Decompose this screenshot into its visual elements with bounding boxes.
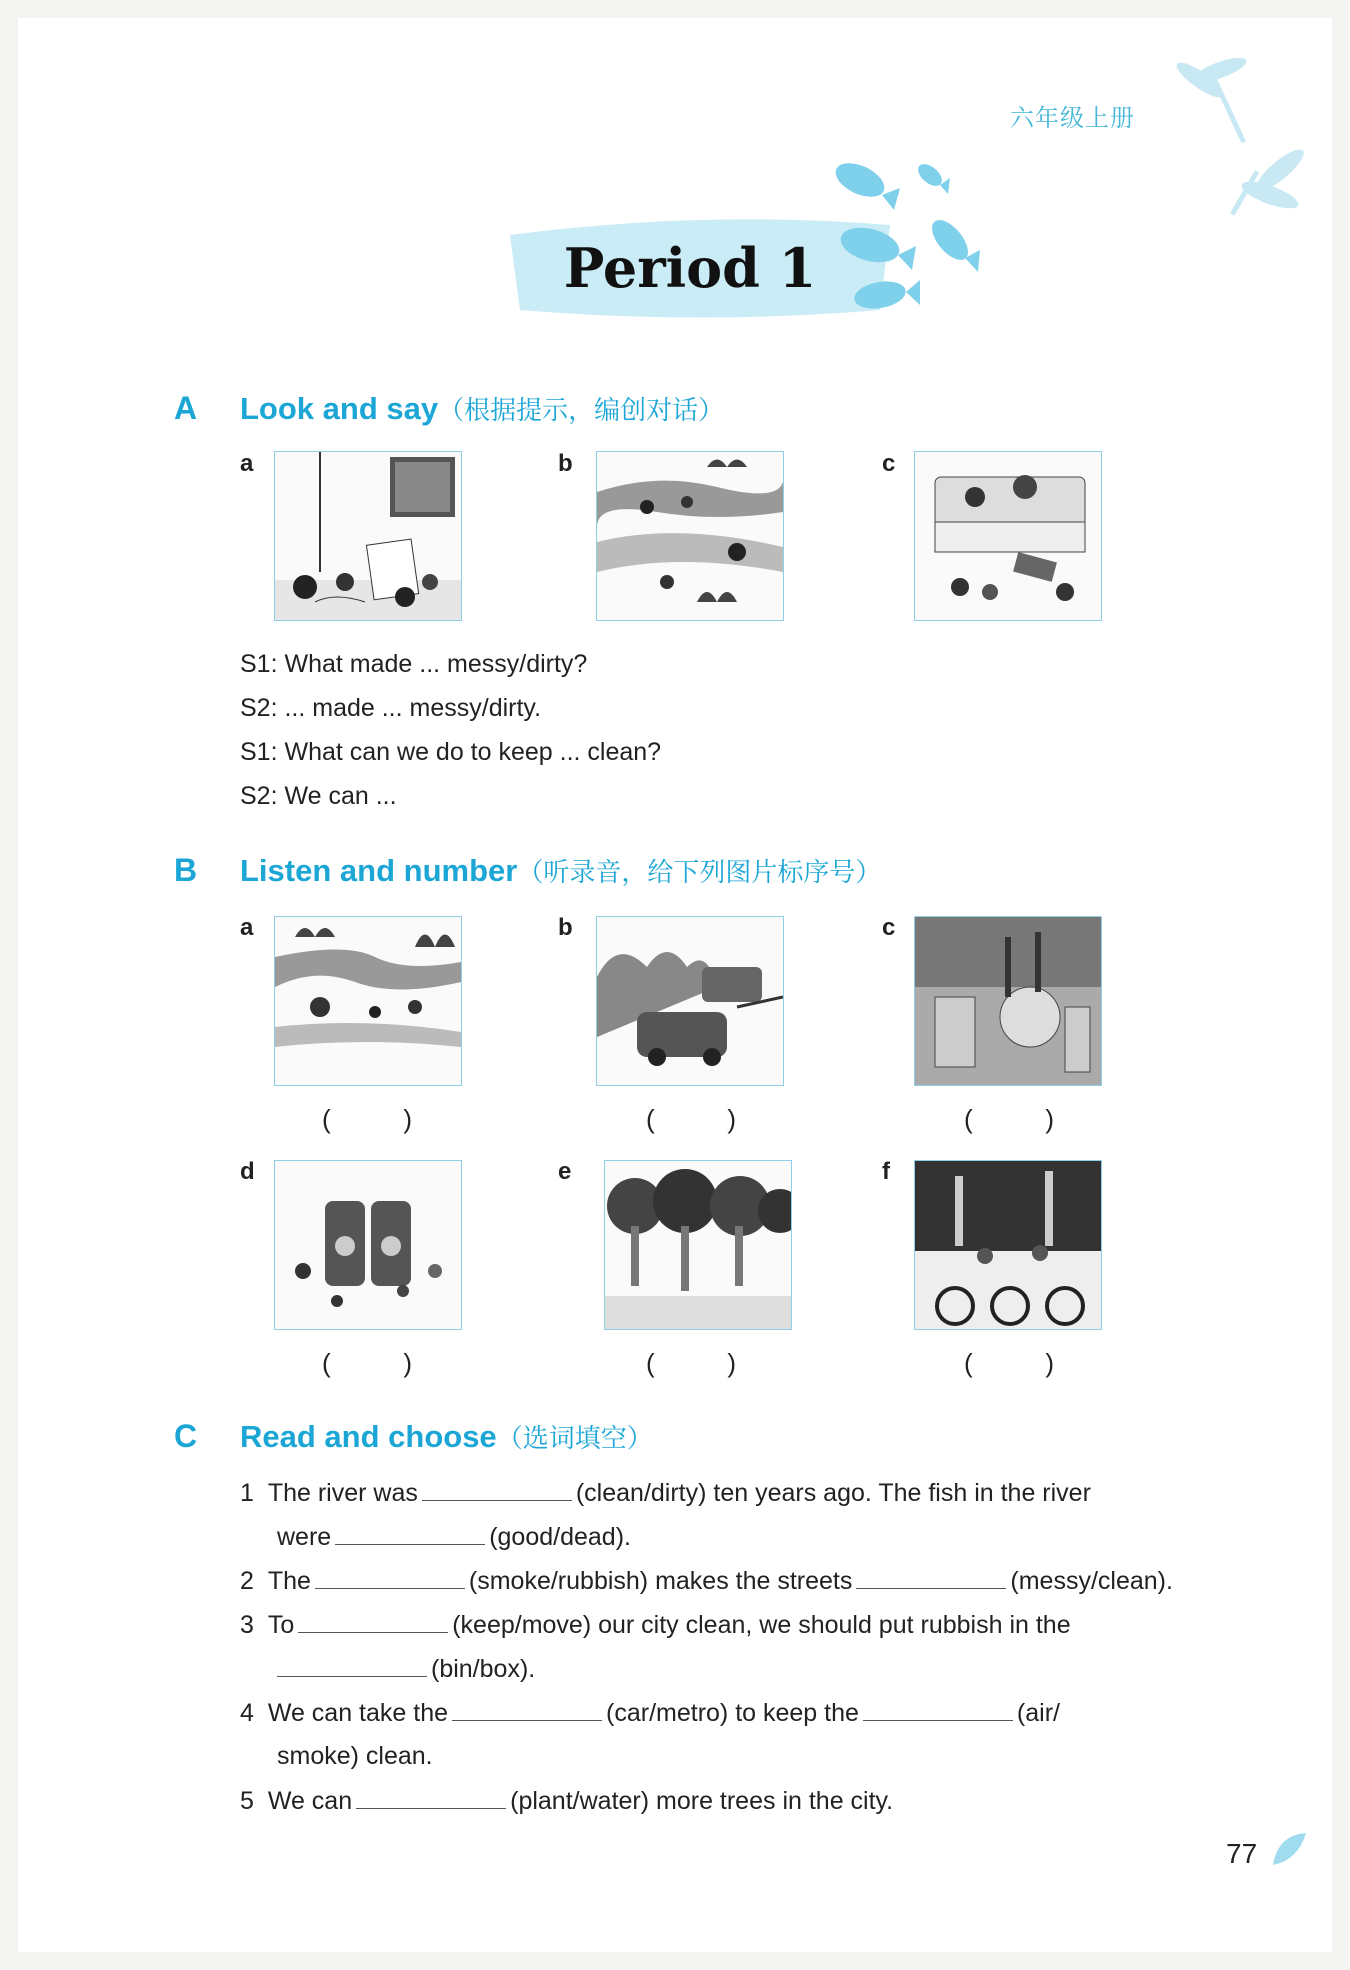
question-line — [240, 1698, 1060, 1728]
trees-icon — [604, 1160, 792, 1330]
section-a-title — [240, 390, 724, 427]
picture-label: f — [882, 1158, 890, 1185]
question-line — [277, 1742, 433, 1771]
question-text: To — [267, 1611, 295, 1639]
factory-icon — [914, 916, 1102, 1086]
paren-close: ) — [403, 1348, 412, 1378]
answer-parentheses[interactable] — [322, 1104, 412, 1135]
answer-blank[interactable] — [335, 1522, 485, 1545]
dialogue-line: S1: What made ... messy/dirty? — [240, 650, 588, 678]
question-text: were — [277, 1523, 332, 1551]
question-text: (keep/move) our city clean, we should put rubbish in the — [452, 1611, 1071, 1639]
paren-open: ( — [646, 1104, 655, 1134]
question-text: The river was — [267, 1479, 418, 1507]
picture-label: d — [240, 1158, 255, 1185]
question-text: The — [267, 1567, 311, 1595]
paren-close: ) — [1045, 1104, 1054, 1134]
section-a-title-text: Look and say — [240, 391, 439, 426]
question-line — [240, 1610, 1071, 1640]
answer-parentheses[interactable] — [322, 1348, 412, 1379]
section-b-subtitle: （听录音，给下列图片标序号） — [517, 857, 882, 887]
messy-bedroom-icon — [914, 451, 1102, 621]
grade-label: 六年级上册 — [1010, 105, 1135, 132]
picture-label: b — [558, 450, 573, 477]
paren-open: ( — [646, 1348, 655, 1378]
dialogue-line: S2: We can ... — [240, 782, 397, 810]
paren-open: ( — [964, 1104, 973, 1134]
paren-close: ) — [403, 1104, 412, 1134]
question-text: (smoke/rubbish) makes the streets — [468, 1567, 853, 1595]
question-number: 4 — [240, 1699, 254, 1727]
answer-parentheses[interactable] — [964, 1348, 1054, 1379]
question-text: We can take the — [267, 1699, 449, 1727]
answer-blank[interactable] — [422, 1478, 572, 1501]
messy-classroom-icon — [274, 451, 462, 621]
question-text: (car/metro) to keep the — [606, 1699, 859, 1727]
question-text: (air/ — [1016, 1699, 1060, 1727]
answer-blank[interactable] — [315, 1566, 465, 1589]
question-line — [277, 1522, 631, 1552]
dialogue-line: S1: What can we do to keep ... clean? — [240, 738, 662, 766]
section-c-subtitle: （选词填空） — [496, 1423, 653, 1453]
paren-open: ( — [322, 1104, 331, 1134]
question-line — [240, 1566, 1173, 1596]
question-number: 5 — [240, 1787, 254, 1815]
paren-close: ) — [727, 1104, 736, 1134]
section-c-title-text: Read and choose — [240, 1419, 497, 1454]
section-b-title — [240, 852, 881, 889]
question-number: 1 — [240, 1479, 254, 1507]
question-line — [240, 1786, 893, 1816]
question-text: (bin/box). — [431, 1655, 536, 1683]
question-text: (plant/water) more trees in the city. — [510, 1787, 894, 1815]
cyclists-icon — [914, 1160, 1102, 1330]
question-text: (clean/dirty) ten years ago. The fish in the river — [575, 1479, 1091, 1507]
answer-blank[interactable] — [298, 1610, 448, 1633]
picture-label: c — [882, 914, 896, 941]
dragonfly-icon — [1160, 40, 1330, 230]
section-b-letter: B — [174, 852, 198, 888]
dialogue-line: S2: ... made ... messy/dirty. — [240, 694, 542, 722]
car-smoke-icon — [596, 916, 784, 1086]
picture-label: e — [558, 1158, 572, 1185]
paren-open: ( — [964, 1348, 973, 1378]
leaf-icon — [1268, 1830, 1308, 1870]
question-text: (messy/clean). — [1010, 1567, 1173, 1595]
picture-label: a — [240, 914, 254, 941]
question-line — [273, 1654, 535, 1684]
picture-label: a — [240, 450, 254, 477]
picture-label: c — [882, 450, 896, 477]
answer-blank[interactable] — [856, 1566, 1006, 1589]
answer-blank[interactable] — [452, 1698, 602, 1721]
fish-icon — [820, 150, 1000, 320]
answer-parentheses[interactable] — [646, 1104, 736, 1135]
section-c-title — [240, 1418, 653, 1455]
dirty-river-icon — [596, 451, 784, 621]
section-c-letter: C — [174, 1418, 198, 1454]
question-text: We can — [267, 1787, 353, 1815]
answer-blank[interactable] — [863, 1698, 1013, 1721]
question-text: smoke) clean. — [277, 1742, 433, 1770]
question-line — [240, 1478, 1091, 1508]
answer-blank[interactable] — [356, 1786, 506, 1809]
section-a-subtitle: （根据提示，编创对话） — [438, 395, 725, 425]
paren-open: ( — [322, 1348, 331, 1378]
answer-parentheses[interactable] — [646, 1348, 736, 1379]
page-number: 77 — [1226, 1838, 1258, 1869]
section-b-title-text: Listen and number — [240, 853, 518, 888]
answer-parentheses[interactable] — [964, 1104, 1054, 1135]
question-number: 2 — [240, 1567, 254, 1595]
paren-close: ) — [1045, 1348, 1054, 1378]
question-text: (good/dead). — [489, 1523, 631, 1551]
answer-blank[interactable] — [277, 1654, 427, 1677]
paren-close: ) — [727, 1348, 736, 1378]
section-a-letter: A — [174, 390, 198, 426]
question-number: 3 — [240, 1611, 254, 1639]
rubbish-bins-icon — [274, 1160, 462, 1330]
dirty-river-icon — [274, 916, 462, 1086]
page-title: Period 1 — [563, 236, 817, 300]
picture-label: b — [558, 914, 573, 941]
